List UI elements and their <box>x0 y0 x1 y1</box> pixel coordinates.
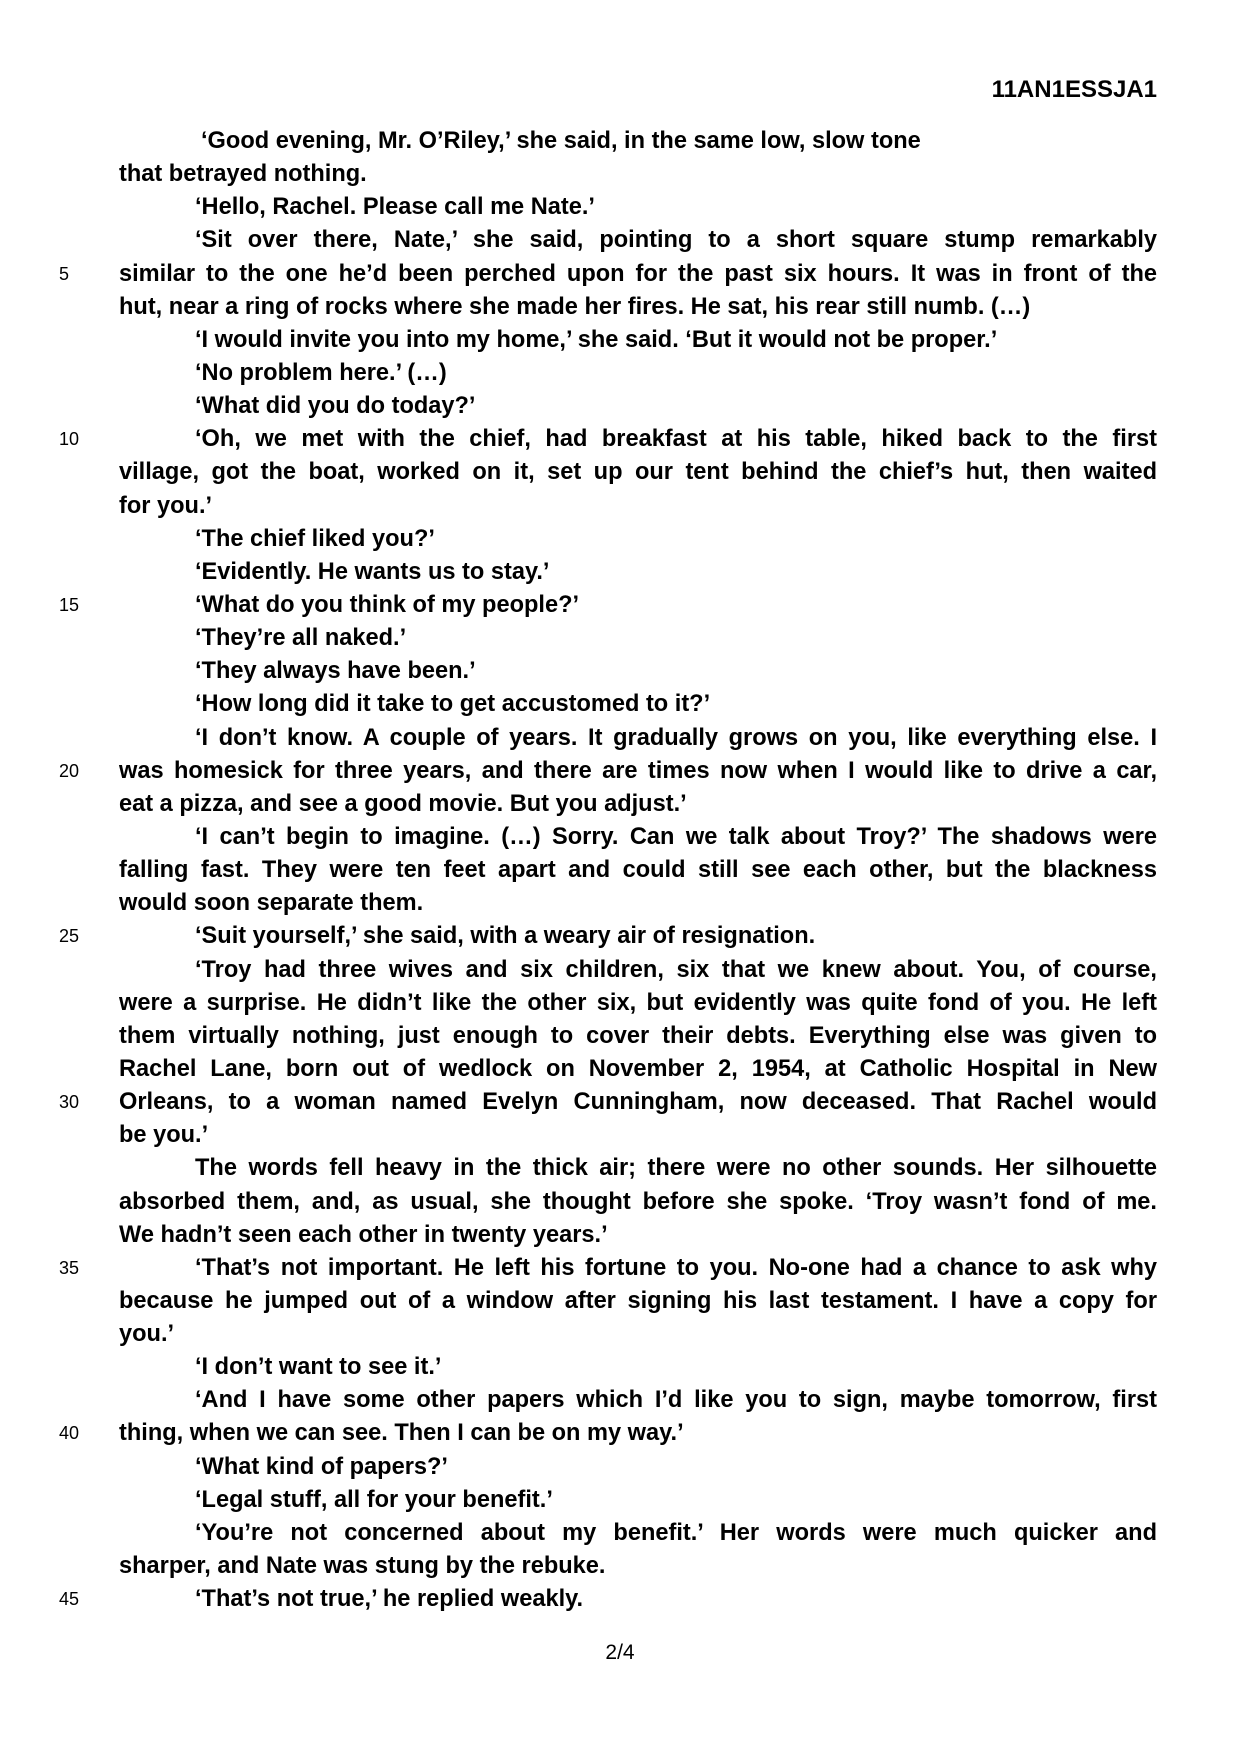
text-line: ‘Sit over there, Nate,’ she said, pointing to a short square stump remarkably <box>195 227 1157 254</box>
text-line: them virtually nothing, just enough to cover their debts. Everything else was given to <box>119 1022 1157 1049</box>
text-line: ‘Legal stuff, all for your benefit.’ <box>195 1486 553 1513</box>
line-number: 25 <box>59 926 80 947</box>
line-number: 15 <box>59 594 80 615</box>
text-line: 45 ‘That’s not true,’ he replied weakly. <box>119 1583 1157 1616</box>
line-number: 20 <box>59 760 80 781</box>
line-number: 30 <box>59 1092 80 1113</box>
text-line: 30 Orleans, to a woman named Evelyn Cunningham, now deceased. That Rachel would <box>119 1086 1157 1119</box>
text-line: hut, near a ring of rocks where she made her fires. He sat, his rear still numb. (…) <box>119 293 1031 320</box>
text-line: ‘I can’t begin to imagine. (…) Sorry. Can we talk about Troy?’ The shadows were <box>195 823 1157 850</box>
text-line: 15 ‘What do you think of my people?’ <box>119 589 1157 622</box>
text-line: would soon separate them. <box>119 890 424 917</box>
text-line: that betrayed nothing. <box>119 161 367 188</box>
text-line: ‘And I have some other papers which I’d like you to sign, maybe tomorrow, first <box>195 1387 1157 1414</box>
text-line: absorbed them, and, as usual, she thought before she spoke. ‘Troy wasn’t fond of me. <box>119 1188 1157 1215</box>
line-number: 40 <box>59 1423 80 1444</box>
text-line: Rachel Lane, born out of wedlock on November 2, 1954, at Catholic Hospital in New <box>119 1055 1157 1082</box>
text-line: ‘Good evening, Mr. O’Riley,’ she said, in the same low, slow tone <box>201 128 921 154</box>
line-number: 10 <box>59 429 80 450</box>
text-line: 10 ‘Oh, we met with the chief, had breakfast at his table, hiked back to the first <box>119 423 1157 456</box>
text-line: you.’ <box>119 1321 175 1348</box>
text-line: 35 ‘That’s not important. He left his fortune to you. No-one had a chance to ask why <box>119 1252 1157 1285</box>
passage-text <box>59 125 1157 1616</box>
text-line: ‘What kind of papers?’ <box>195 1453 448 1480</box>
text-line: ‘Hello, Rachel. Please call me Nate.’ <box>195 194 595 221</box>
text-line: ‘The chief liked you?’ <box>195 525 435 552</box>
text-line: The words fell heavy in the thick air; there were no other sounds. Her silhouette <box>195 1155 1157 1182</box>
page-number: 2/4 <box>605 1641 635 1664</box>
text-line: ‘No problem here.’ (…) <box>195 359 447 386</box>
text-line: ‘You’re not concerned about my benefit.’ Her words were much quicker and <box>195 1519 1157 1546</box>
text-line: eat a pizza, and see a good movie. But you adjust.’ <box>119 790 687 817</box>
text-line: ‘I would invite you into my home,’ she said. ‘But it would not be proper.’ <box>195 326 998 353</box>
line-number: 45 <box>59 1589 80 1610</box>
text-line: ‘They’re all naked.’ <box>195 625 407 652</box>
text-line: ‘What did you do today?’ <box>195 393 476 420</box>
text-line: sharper, and Nate was stung by the rebuke. <box>119 1553 606 1580</box>
text-line: because he jumped out of a window after signing his last testament. I have a copy for <box>119 1287 1157 1314</box>
text-line: were a surprise. He didn’t like the other six, but evidently was quite fond of you. He left <box>119 989 1157 1016</box>
text-line: ‘How long did it take to get accustomed to it?’ <box>195 691 711 718</box>
text-line: be you.’ <box>119 1122 209 1149</box>
text-line: 20 was homesick for three years, and there are times now when I would like to drive a car, <box>119 755 1157 788</box>
text-line: 40 thing, when we can see. Then I can be on my way.’ <box>119 1417 1157 1450</box>
text-line: We hadn’t seen each other in twenty years.’ <box>119 1221 608 1248</box>
text-line: for you.’ <box>119 492 213 519</box>
text-line: falling fast. They were ten feet apart and could still see each other, but the blackness <box>119 857 1157 884</box>
line-number: 5 <box>59 263 70 284</box>
text-line: ‘Evidently. He wants us to stay.’ <box>195 558 550 585</box>
line-number: 35 <box>59 1257 80 1278</box>
document-code: 11AN1ESSJA1 <box>991 76 1157 103</box>
text-line: ‘They always have been.’ <box>195 658 476 685</box>
text-line: village, got the boat, worked on it, set up our tent behind the chief’s hut, then waited <box>119 459 1157 486</box>
text-line: ‘Troy had three wives and six children, six that we knew about. You, of course, <box>195 956 1157 983</box>
text-line: 25 ‘Suit yourself,’ she said, with a weary air of resignation. <box>119 920 1157 953</box>
text-line: ‘I don’t want to see it.’ <box>195 1354 442 1381</box>
text-line: 5 similar to the one he’d been perched upon for the past six hours. It was in front of the <box>119 258 1157 291</box>
text-line: ‘I don’t know. A couple of years. It gradually grows on you, like everything else. I <box>195 724 1157 751</box>
